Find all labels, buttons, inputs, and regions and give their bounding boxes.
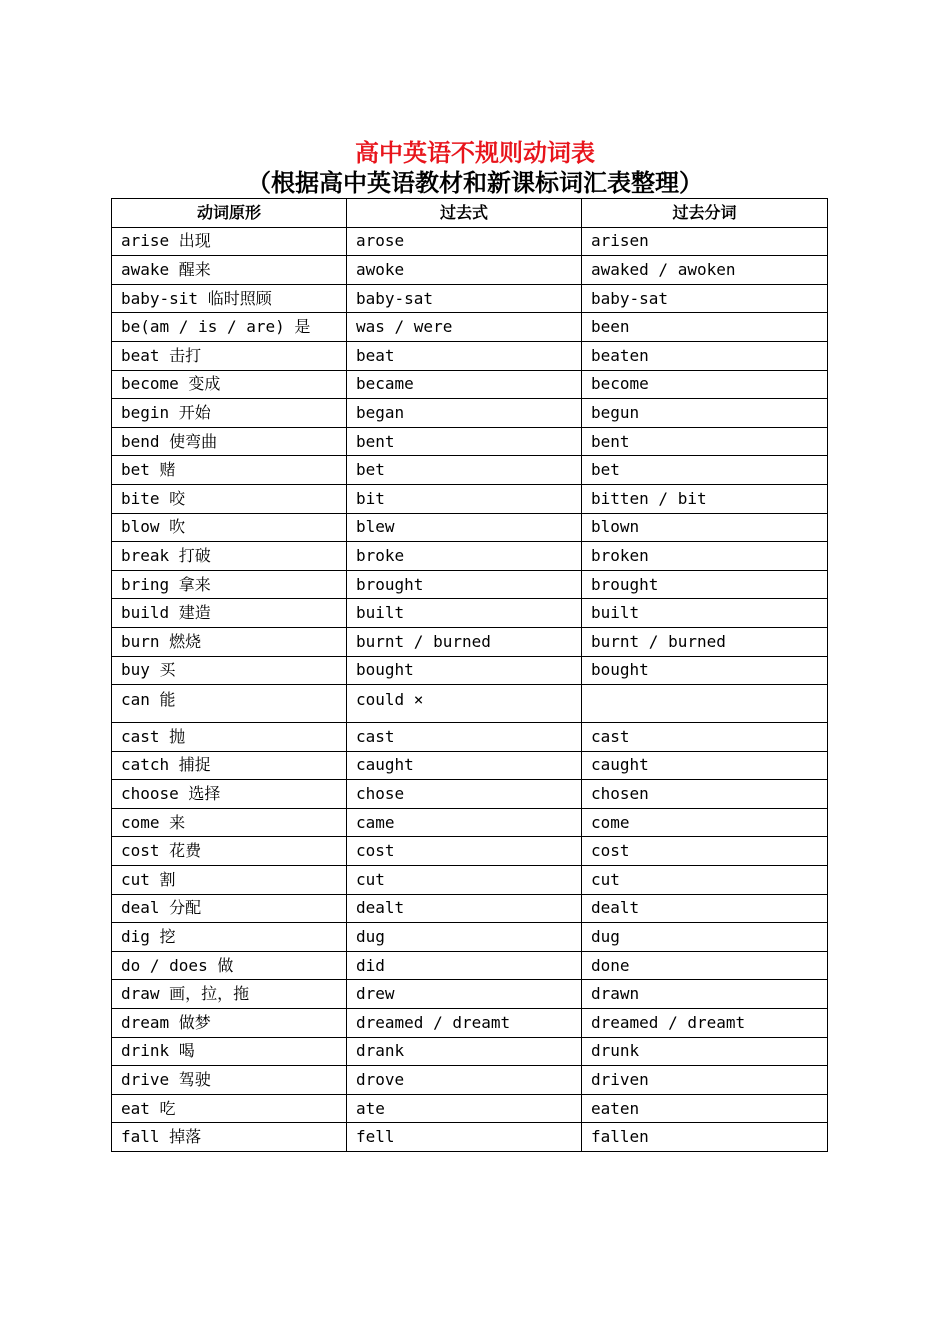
past-tense-cell: baby-sat <box>347 284 582 313</box>
table-header-row <box>112 199 828 228</box>
past-participle-cell: burnt / burned <box>582 627 828 656</box>
base-form-cell: choose 选择 <box>112 780 347 809</box>
header-past-participle: 过去分词 <box>582 199 828 228</box>
table-row <box>112 399 828 428</box>
past-tense-cell: awoke <box>347 256 582 285</box>
past-participle-cell: dreamed / dreamt <box>582 1009 828 1038</box>
past-participle-cell: bitten / bit <box>582 484 828 513</box>
past-participle-cell: cost <box>582 837 828 866</box>
base-form-cell: bring 拿来 <box>112 570 347 599</box>
table-row <box>112 837 828 866</box>
past-tense-cell: cost <box>347 837 582 866</box>
past-participle-cell <box>582 685 828 723</box>
table-row <box>112 866 828 895</box>
table-row <box>112 542 828 571</box>
past-participle-cell: arisen <box>582 227 828 256</box>
base-form-cell: come 来 <box>112 808 347 837</box>
past-tense-cell: did <box>347 951 582 980</box>
past-participle-cell: bet <box>582 456 828 485</box>
past-tense-cell: blew <box>347 513 582 542</box>
past-participle-cell: drunk <box>582 1037 828 1066</box>
table-row <box>112 256 828 285</box>
past-tense-cell: dug <box>347 923 582 952</box>
table-row <box>112 751 828 780</box>
past-tense-cell: ate <box>347 1094 582 1123</box>
base-form-cell: become 变成 <box>112 370 347 399</box>
past-participle-cell: cut <box>582 866 828 895</box>
table-row <box>112 570 828 599</box>
base-form-cell: build 建造 <box>112 599 347 628</box>
table-row <box>112 894 828 923</box>
past-tense-cell: became <box>347 370 582 399</box>
base-form-cell: dream 做梦 <box>112 1009 347 1038</box>
past-participle-cell: cast <box>582 723 828 752</box>
irregular-verb-table <box>111 198 828 1152</box>
base-form-cell: burn 燃烧 <box>112 627 347 656</box>
base-form-cell: deal 分配 <box>112 894 347 923</box>
past-participle-cell: dug <box>582 923 828 952</box>
header-past-tense: 过去式 <box>347 199 582 228</box>
base-form-cell: draw 画，拉，拖 <box>112 980 347 1009</box>
base-form-cell: buy 买 <box>112 656 347 685</box>
past-tense-cell: chose <box>347 780 582 809</box>
table-row <box>112 484 828 513</box>
base-form-cell: eat 吃 <box>112 1094 347 1123</box>
base-form-cell: bend 使弯曲 <box>112 427 347 456</box>
table-row <box>112 1123 828 1152</box>
document-subtitle: （根据高中英语教材和新课标词汇表整理） <box>247 168 703 197</box>
base-form-cell: cost 花费 <box>112 837 347 866</box>
table-row <box>112 456 828 485</box>
table-row <box>112 1009 828 1038</box>
base-form-cell: cast 抛 <box>112 723 347 752</box>
past-tense-cell: was / were <box>347 313 582 342</box>
past-tense-cell: drank <box>347 1037 582 1066</box>
table-row <box>112 427 828 456</box>
table-body <box>112 227 828 1151</box>
table-row <box>112 723 828 752</box>
past-tense-cell: came <box>347 808 582 837</box>
past-tense-cell: dreamed / dreamt <box>347 1009 582 1038</box>
past-participle-cell: awaked / awoken <box>582 256 828 285</box>
base-form-cell: do / does 做 <box>112 951 347 980</box>
table-row <box>112 1066 828 1095</box>
past-tense-cell: brought <box>347 570 582 599</box>
table-row <box>112 808 828 837</box>
base-form-cell: beat 击打 <box>112 341 347 370</box>
base-form-cell: bite 咬 <box>112 484 347 513</box>
base-form-cell: break 打破 <box>112 542 347 571</box>
base-form-cell: begin 开始 <box>112 399 347 428</box>
past-tense-cell: bought <box>347 656 582 685</box>
base-form-cell: bet 赌 <box>112 456 347 485</box>
past-tense-cell: dealt <box>347 894 582 923</box>
table-row <box>112 627 828 656</box>
past-participle-cell: beaten <box>582 341 828 370</box>
past-participle-cell: come <box>582 808 828 837</box>
past-tense-cell: caught <box>347 751 582 780</box>
base-form-cell: awake 醒来 <box>112 256 347 285</box>
past-tense-cell: burnt / burned <box>347 627 582 656</box>
past-tense-cell: built <box>347 599 582 628</box>
past-tense-cell: began <box>347 399 582 428</box>
past-participle-cell: brought <box>582 570 828 599</box>
base-form-cell: be(am / is / are) 是 <box>112 313 347 342</box>
past-participle-cell: dealt <box>582 894 828 923</box>
header-base-form: 动词原形 <box>112 199 347 228</box>
past-participle-cell: bought <box>582 656 828 685</box>
table-row <box>112 513 828 542</box>
past-tense-cell: drew <box>347 980 582 1009</box>
past-participle-cell: fallen <box>582 1123 828 1152</box>
table-row <box>112 951 828 980</box>
past-participle-cell: blown <box>582 513 828 542</box>
past-tense-cell: arose <box>347 227 582 256</box>
past-tense-cell: bet <box>347 456 582 485</box>
past-participle-cell: been <box>582 313 828 342</box>
base-form-cell: cut 割 <box>112 866 347 895</box>
past-tense-cell: beat <box>347 341 582 370</box>
past-tense-cell: broke <box>347 542 582 571</box>
document-title: 高中英语不规则动词表 <box>355 138 595 167</box>
base-form-cell: can 能 <box>112 685 347 723</box>
past-participle-cell: broken <box>582 542 828 571</box>
base-form-cell: baby-sit 临时照顾 <box>112 284 347 313</box>
past-participle-cell: done <box>582 951 828 980</box>
past-participle-cell: eaten <box>582 1094 828 1123</box>
past-participle-cell: caught <box>582 751 828 780</box>
table-row <box>112 1094 828 1123</box>
past-tense-cell: drove <box>347 1066 582 1095</box>
table-row <box>112 284 828 313</box>
table-row <box>112 780 828 809</box>
table-row <box>112 656 828 685</box>
table-row <box>112 370 828 399</box>
table-row <box>112 923 828 952</box>
base-form-cell: dig 挖 <box>112 923 347 952</box>
past-participle-cell: baby-sat <box>582 284 828 313</box>
past-tense-cell: cast <box>347 723 582 752</box>
base-form-cell: drink 喝 <box>112 1037 347 1066</box>
past-tense-cell: could × <box>347 685 582 723</box>
base-form-cell: drive 驾驶 <box>112 1066 347 1095</box>
table-row <box>112 227 828 256</box>
table-row <box>112 313 828 342</box>
table-row <box>112 980 828 1009</box>
base-form-cell: fall 掉落 <box>112 1123 347 1152</box>
table-row <box>112 1037 828 1066</box>
base-form-cell: blow 吹 <box>112 513 347 542</box>
base-form-cell: catch 捕捉 <box>112 751 347 780</box>
past-participle-cell: built <box>582 599 828 628</box>
base-form-cell: arise 出现 <box>112 227 347 256</box>
past-tense-cell: fell <box>347 1123 582 1152</box>
past-tense-cell: bit <box>347 484 582 513</box>
past-participle-cell: driven <box>582 1066 828 1095</box>
past-participle-cell: become <box>582 370 828 399</box>
table-row <box>112 685 828 723</box>
past-participle-cell: begun <box>582 399 828 428</box>
past-tense-cell: cut <box>347 866 582 895</box>
past-tense-cell: bent <box>347 427 582 456</box>
past-participle-cell: drawn <box>582 980 828 1009</box>
past-participle-cell: chosen <box>582 780 828 809</box>
table-row <box>112 341 828 370</box>
table-row <box>112 599 828 628</box>
past-participle-cell: bent <box>582 427 828 456</box>
